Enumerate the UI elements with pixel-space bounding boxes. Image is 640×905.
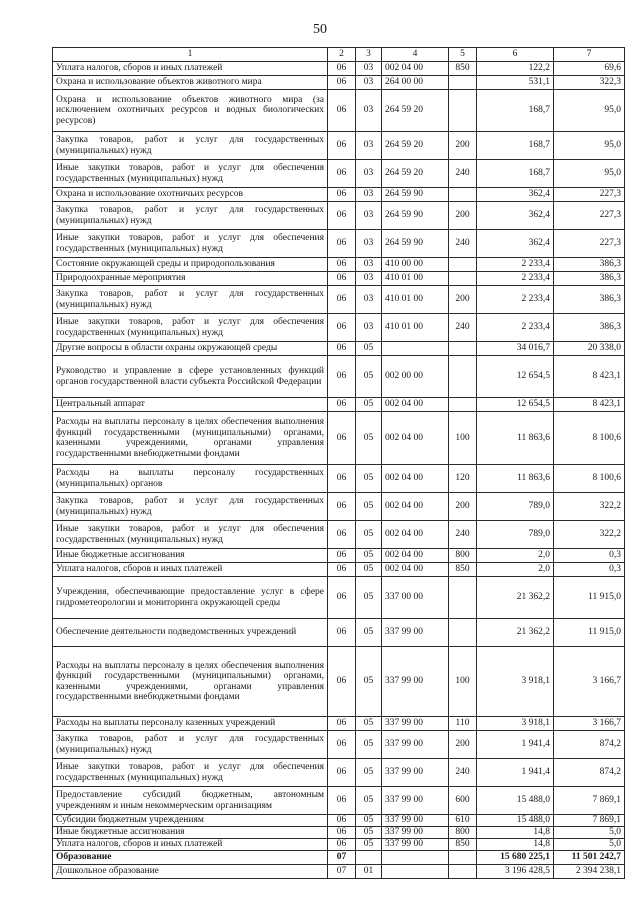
subsection-code: 03: [356, 62, 382, 76]
table-row: [53, 839, 625, 851]
table-row: [53, 827, 625, 839]
row-name: Природоохранные мероприятия: [53, 272, 328, 286]
amount-year-1: 11 863,6: [477, 412, 554, 465]
table-row: [53, 521, 625, 549]
subsection-code: 05: [356, 577, 382, 619]
subsection-code: 03: [356, 188, 382, 202]
subsection-code: 05: [356, 493, 382, 521]
row-name: Расходы на выплаты персоналу государственных (муниципальных) органов: [53, 465, 328, 493]
subsection-code: 05: [356, 342, 382, 356]
expense-type: 610: [449, 815, 477, 827]
target-article: [382, 851, 449, 865]
target-article: 002 04 00: [382, 521, 449, 549]
expense-type: 240: [449, 160, 477, 188]
section-code: 06: [328, 202, 356, 230]
amount-year-1: 789,0: [477, 493, 554, 521]
row-name: Расходы на выплаты персоналу в целях обеспечения выполнения функций государственными (муниципальными) органами, казенными учреждениями, органами управления государственными внебюджетными фондами: [53, 647, 328, 717]
row-name: Иные бюджетные ассигнования: [53, 827, 328, 839]
section-code: 06: [328, 356, 356, 398]
target-article: 264 59 20: [382, 90, 449, 132]
amount-year-2: 0,3: [554, 563, 625, 577]
amount-year-2: 3 166,7: [554, 647, 625, 717]
amount-year-2: 227,3: [554, 202, 625, 230]
section-code: 06: [328, 398, 356, 412]
expense-type: 120: [449, 465, 477, 493]
table-row: [53, 412, 625, 465]
row-name: Предоставление субсидий бюджетным, автономным учреждениям и иным некоммерческим организациям: [53, 787, 328, 815]
subsection-code: 03: [356, 160, 382, 188]
table-row: [53, 549, 625, 563]
table-row: [53, 717, 625, 731]
section-code: 07: [328, 851, 356, 865]
row-name: Закупка товаров, работ и услуг для государственных (муниципальных) нужд: [53, 731, 328, 759]
section-code: 06: [328, 465, 356, 493]
header-col-1: 1: [53, 48, 328, 62]
table-row: [53, 865, 625, 879]
target-article: 410 01 00: [382, 314, 449, 342]
target-article: 264 59 90: [382, 202, 449, 230]
amount-year-2: 11 915,0: [554, 577, 625, 619]
expense-type: [449, 577, 477, 619]
amount-year-1: 15 488,0: [477, 815, 554, 827]
amount-year-1: 3 918,1: [477, 647, 554, 717]
target-article: 337 99 00: [382, 717, 449, 731]
amount-year-2: 7 869,1: [554, 815, 625, 827]
expense-type: [449, 90, 477, 132]
section-code: 06: [328, 577, 356, 619]
row-name: Иные закупки товаров, работ и услуг для обеспечения государственных (муниципальных) нужд: [53, 230, 328, 258]
subsection-code: 05: [356, 563, 382, 577]
amount-year-2: 95,0: [554, 160, 625, 188]
amount-year-2: 227,3: [554, 188, 625, 202]
target-article: 337 99 00: [382, 787, 449, 815]
section-code: 06: [328, 272, 356, 286]
amount-year-2: 8 423,1: [554, 398, 625, 412]
table-header: [53, 48, 625, 62]
row-name: Уплата налогов, сборов и иных платежей: [53, 563, 328, 577]
target-article: [382, 865, 449, 879]
target-article: 264 00 00: [382, 76, 449, 90]
table-row: [53, 342, 625, 356]
expense-type: 110: [449, 717, 477, 731]
section-code: 06: [328, 717, 356, 731]
amount-year-2: 8 100,6: [554, 412, 625, 465]
header-col-3: 3: [356, 48, 382, 62]
expense-type: 240: [449, 230, 477, 258]
table-row: [53, 465, 625, 493]
row-name: Иные закупки товаров, работ и услуг для обеспечения государственных (муниципальных) нужд: [53, 314, 328, 342]
expense-type: 850: [449, 839, 477, 851]
table-row: [53, 356, 625, 398]
section-code: 06: [328, 314, 356, 342]
amount-year-2: 95,0: [554, 132, 625, 160]
amount-year-1: 362,4: [477, 202, 554, 230]
subsection-code: 05: [356, 647, 382, 717]
section-code: 06: [328, 493, 356, 521]
table-row: [53, 759, 625, 787]
table-row: [53, 815, 625, 827]
amount-year-2: 20 338,0: [554, 342, 625, 356]
amount-year-1: 362,4: [477, 230, 554, 258]
expense-type: [449, 188, 477, 202]
amount-year-1: 15 680 225,1: [477, 851, 554, 865]
subsection-code: 05: [356, 731, 382, 759]
row-name: Закупка товаров, работ и услуг для государственных (муниципальных) нужд: [53, 202, 328, 230]
table-row: [53, 787, 625, 815]
expense-type: 800: [449, 827, 477, 839]
table-row: [53, 286, 625, 314]
section-code: 06: [328, 258, 356, 272]
subsection-code: [356, 851, 382, 865]
expense-type: [449, 76, 477, 90]
amount-year-1: 21 362,2: [477, 619, 554, 647]
row-name: Центральный аппарат: [53, 398, 328, 412]
section-code: 06: [328, 521, 356, 549]
section-code: 06: [328, 160, 356, 188]
amount-year-1: 34 016,7: [477, 342, 554, 356]
amount-year-2: 386,3: [554, 286, 625, 314]
amount-year-1: 2 233,4: [477, 258, 554, 272]
amount-year-2: 0,3: [554, 549, 625, 563]
section-code: 06: [328, 787, 356, 815]
section-code: 06: [328, 731, 356, 759]
target-article: 410 01 00: [382, 272, 449, 286]
target-article: 002 04 00: [382, 465, 449, 493]
expense-type: 240: [449, 314, 477, 342]
expense-type: [449, 865, 477, 879]
table-row: [53, 619, 625, 647]
amount-year-1: 2 233,4: [477, 314, 554, 342]
table-row: [53, 272, 625, 286]
amount-year-1: 789,0: [477, 521, 554, 549]
subsection-code: 05: [356, 827, 382, 839]
table-row: [53, 132, 625, 160]
expense-type: [449, 851, 477, 865]
amount-year-2: 7 869,1: [554, 787, 625, 815]
subsection-code: 05: [356, 619, 382, 647]
section-code: 06: [328, 230, 356, 258]
row-name: Уплата налогов, сборов и иных платежей: [53, 839, 328, 851]
row-name: Охрана и использование объектов животного мира: [53, 76, 328, 90]
row-name: Охрана и использование охотничьих ресурсов: [53, 188, 328, 202]
table-row: [53, 731, 625, 759]
expense-type: [449, 258, 477, 272]
expense-type: [449, 356, 477, 398]
section-code: 06: [328, 839, 356, 851]
subsection-code: 03: [356, 76, 382, 90]
amount-year-2: 5,0: [554, 839, 625, 851]
expense-type: 850: [449, 563, 477, 577]
target-article: 410 00 00: [382, 258, 449, 272]
row-name: Иные закупки товаров, работ и услуг для обеспечения государственных (муниципальных) нужд: [53, 521, 328, 549]
expense-type: 850: [449, 62, 477, 76]
target-article: 410 01 00: [382, 286, 449, 314]
amount-year-1: 2,0: [477, 563, 554, 577]
table-row: [53, 188, 625, 202]
amount-year-2: 11 915,0: [554, 619, 625, 647]
row-name: Уплата налогов, сборов и иных платежей: [53, 62, 328, 76]
target-article: [382, 342, 449, 356]
header-col-7: 7: [554, 48, 625, 62]
table-row: [53, 160, 625, 188]
amount-year-2: 69,6: [554, 62, 625, 76]
target-article: 002 00 00: [382, 356, 449, 398]
row-name: Расходы на выплаты персоналу в целях обеспечения выполнения функций государственными (муниципальными) органами, казенными учреждениями, органами управления государственными внебюджетными фондами: [53, 412, 328, 465]
table-row: [53, 647, 625, 717]
target-article: 002 04 00: [382, 412, 449, 465]
header-row: [53, 48, 625, 62]
amount-year-1: 14,8: [477, 839, 554, 851]
target-article: 002 04 00: [382, 62, 449, 76]
table-row: [53, 202, 625, 230]
subsection-code: 05: [356, 839, 382, 851]
target-article: 264 59 90: [382, 188, 449, 202]
header-col-6: 6: [477, 48, 554, 62]
section-code: 06: [328, 132, 356, 160]
amount-year-1: 12 654,5: [477, 398, 554, 412]
section-code: 06: [328, 342, 356, 356]
amount-year-1: 11 863,6: [477, 465, 554, 493]
row-name: Закупка товаров, работ и услуг для государственных (муниципальных) нужд: [53, 132, 328, 160]
expense-type: 100: [449, 412, 477, 465]
subsection-code: 03: [356, 132, 382, 160]
amount-year-2: 2 394 238,1: [554, 865, 625, 879]
amount-year-2: 3 166,7: [554, 717, 625, 731]
section-code: 06: [328, 549, 356, 563]
subsection-code: 03: [356, 90, 382, 132]
expense-type: [449, 619, 477, 647]
amount-year-2: 5,0: [554, 827, 625, 839]
amount-year-1: 2,0: [477, 549, 554, 563]
subsection-code: 05: [356, 549, 382, 563]
expense-type: 200: [449, 132, 477, 160]
expense-type: [449, 398, 477, 412]
amount-year-2: 322,2: [554, 493, 625, 521]
target-article: 337 99 00: [382, 815, 449, 827]
amount-year-1: 3 918,1: [477, 717, 554, 731]
target-article: 337 99 00: [382, 731, 449, 759]
target-article: 337 00 00: [382, 577, 449, 619]
amount-year-1: 168,7: [477, 160, 554, 188]
amount-year-1: 15 488,0: [477, 787, 554, 815]
amount-year-2: 227,3: [554, 230, 625, 258]
amount-year-1: 3 196 428,5: [477, 865, 554, 879]
subsection-code: 01: [356, 865, 382, 879]
target-article: 002 04 00: [382, 493, 449, 521]
target-article: 337 99 00: [382, 827, 449, 839]
expense-type: 200: [449, 731, 477, 759]
expense-type: [449, 342, 477, 356]
section-code: 06: [328, 412, 356, 465]
row-name: Закупка товаров, работ и услуг для государственных (муниципальных) нужд: [53, 286, 328, 314]
table-row: [53, 76, 625, 90]
subsection-code: 05: [356, 356, 382, 398]
expense-type: 240: [449, 521, 477, 549]
section-code: 06: [328, 62, 356, 76]
amount-year-2: 95,0: [554, 90, 625, 132]
expense-type: 600: [449, 787, 477, 815]
row-name: Субсидии бюджетным учреждениям: [53, 815, 328, 827]
section-code: 06: [328, 827, 356, 839]
section-code: 06: [328, 647, 356, 717]
row-name: Иные закупки товаров, работ и услуг для обеспечения государственных (муниципальных) нужд: [53, 160, 328, 188]
target-article: 002 04 00: [382, 398, 449, 412]
amount-year-2: 874,2: [554, 731, 625, 759]
table-row: [53, 577, 625, 619]
amount-year-1: 122,2: [477, 62, 554, 76]
amount-year-2: 386,3: [554, 314, 625, 342]
row-name: Состояние окружающей среды и природопользования: [53, 258, 328, 272]
subsection-code: 03: [356, 272, 382, 286]
expense-type: 200: [449, 286, 477, 314]
target-article: 337 99 00: [382, 647, 449, 717]
expense-type: 200: [449, 493, 477, 521]
row-name: Другие вопросы в области охраны окружающей среды: [53, 342, 328, 356]
amount-year-1: 362,4: [477, 188, 554, 202]
amount-year-1: 2 233,4: [477, 286, 554, 314]
expense-type: 200: [449, 202, 477, 230]
subsection-code: 05: [356, 759, 382, 787]
table-row: [53, 62, 625, 76]
row-name: Руководство и управление в сфере установленных функций органов государственной власти субъекта Российской Федерации: [53, 356, 328, 398]
subsection-code: 03: [356, 230, 382, 258]
target-article: 002 04 00: [382, 563, 449, 577]
target-article: 264 59 20: [382, 132, 449, 160]
table-row: [53, 314, 625, 342]
subsection-code: 05: [356, 412, 382, 465]
amount-year-2: 322,3: [554, 76, 625, 90]
amount-year-2: 8 423,1: [554, 356, 625, 398]
target-article: 337 99 00: [382, 619, 449, 647]
section-code: 06: [328, 90, 356, 132]
header-col-2: 2: [328, 48, 356, 62]
subsection-code: 05: [356, 717, 382, 731]
subsection-code: 03: [356, 314, 382, 342]
row-name: Расходы на выплаты персоналу казенных учреждений: [53, 717, 328, 731]
target-article: 337 99 00: [382, 839, 449, 851]
row-name: Дошкольное образование: [53, 865, 328, 879]
amount-year-2: 874,2: [554, 759, 625, 787]
amount-year-1: 168,7: [477, 90, 554, 132]
target-article: 264 59 90: [382, 230, 449, 258]
section-code: 06: [328, 286, 356, 314]
target-article: 337 99 00: [382, 759, 449, 787]
subsection-code: 03: [356, 258, 382, 272]
amount-year-1: 531,1: [477, 76, 554, 90]
subsection-code: 05: [356, 787, 382, 815]
table-row: [53, 398, 625, 412]
budget-table: [52, 47, 625, 879]
amount-year-2: 386,3: [554, 258, 625, 272]
table-row: [53, 563, 625, 577]
row-name: Образование: [53, 851, 328, 865]
subsection-code: 05: [356, 398, 382, 412]
section-code: 07: [328, 865, 356, 879]
amount-year-2: 322,2: [554, 521, 625, 549]
subsection-code: 05: [356, 521, 382, 549]
amount-year-2: 11 501 242,7: [554, 851, 625, 865]
header-col-5: 5: [449, 48, 477, 62]
amount-year-1: 168,7: [477, 132, 554, 160]
section-code: 06: [328, 76, 356, 90]
table-row: [53, 90, 625, 132]
row-name: Учреждения, обеспечивающие предоставление услуг в сфере гидрометеорологии и мониторинга окружающей среды: [53, 577, 328, 619]
subsection-code: 05: [356, 465, 382, 493]
target-article: 002 04 00: [382, 549, 449, 563]
amount-year-2: 8 100,6: [554, 465, 625, 493]
expense-type: [449, 272, 477, 286]
amount-year-1: 21 362,2: [477, 577, 554, 619]
table-row: [53, 493, 625, 521]
table-body: [53, 62, 625, 879]
subsection-code: 03: [356, 286, 382, 314]
expense-type: 100: [449, 647, 477, 717]
row-name: Охрана и использование объектов животного мира (за исключением охотничьих ресурсов и водных биологических ресурсов): [53, 90, 328, 132]
section-code: 06: [328, 563, 356, 577]
table-row: [53, 230, 625, 258]
expense-type: 240: [449, 759, 477, 787]
section-code: 06: [328, 188, 356, 202]
amount-year-1: 1 941,4: [477, 731, 554, 759]
table-row: [53, 258, 625, 272]
subsection-code: 03: [356, 202, 382, 230]
amount-year-2: 386,3: [554, 272, 625, 286]
page-number: 50: [313, 22, 327, 37]
row-name: Обеспечение деятельности подведомственных учреждений: [53, 619, 328, 647]
amount-year-1: 12 654,5: [477, 356, 554, 398]
section-code: 06: [328, 759, 356, 787]
subsection-code: 05: [356, 815, 382, 827]
section-code: 06: [328, 815, 356, 827]
amount-year-1: 1 941,4: [477, 759, 554, 787]
expense-type: 800: [449, 549, 477, 563]
row-name: Иные бюджетные ассигнования: [53, 549, 328, 563]
header-col-4: 4: [382, 48, 449, 62]
row-name: Иные закупки товаров, работ и услуг для обеспечения государственных (муниципальных) нужд: [53, 759, 328, 787]
section-code: 06: [328, 619, 356, 647]
amount-year-1: 2 233,4: [477, 272, 554, 286]
target-article: 264 59 20: [382, 160, 449, 188]
row-name: Закупка товаров, работ и услуг для государственных (муниципальных) нужд: [53, 493, 328, 521]
table-row: [53, 851, 625, 865]
amount-year-1: 14,8: [477, 827, 554, 839]
